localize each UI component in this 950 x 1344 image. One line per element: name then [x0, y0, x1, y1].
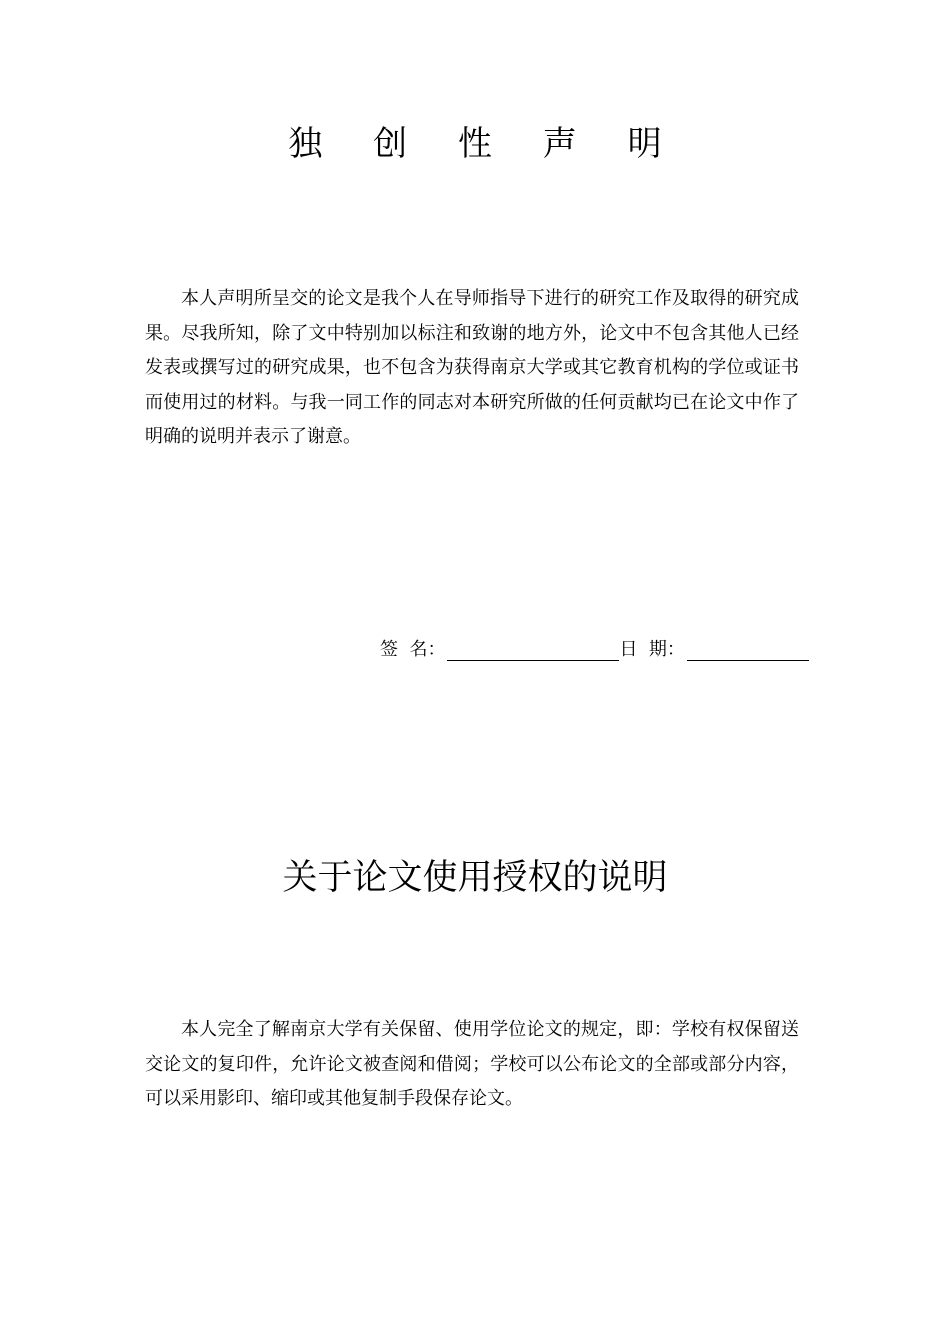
signature-row — [380, 636, 809, 664]
authorization-body: 本人完全了解南京大学有关保留、使用学位论文的规定，即：学校有权保留送交论文的复印件，允许论文被查阅和借阅；学校可以公布论文的全部或部分内容，可以采用影印、缩印或其他复制手段保存论文。 — [145, 1019, 799, 1109]
signature-line — [447, 640, 619, 661]
authorization-title: 关于论文使用授权的说明 — [282, 858, 668, 898]
date-line — [687, 640, 809, 661]
signature-label: 签 名： — [380, 639, 446, 660]
declaration-body: 本人声明所呈交的论文是我个人在导师指导下进行的研究工作及取得的研究成果。尽我所知，除了文中特别加以标注和致谢的地方外，论文中不包含其他人已经发表或撰写过的研究成果，也不包含为获得南京大学或其它教育机构的学位或证书而使用过的材料。与我一同工作的同志对本研究所做的任何贡献均已在论文中作了明确的说明并表示了谢意。 — [145, 288, 799, 447]
declaration-title: 独 创 性 声 明 — [288, 124, 682, 164]
date-label: 日 期： — [619, 639, 685, 660]
